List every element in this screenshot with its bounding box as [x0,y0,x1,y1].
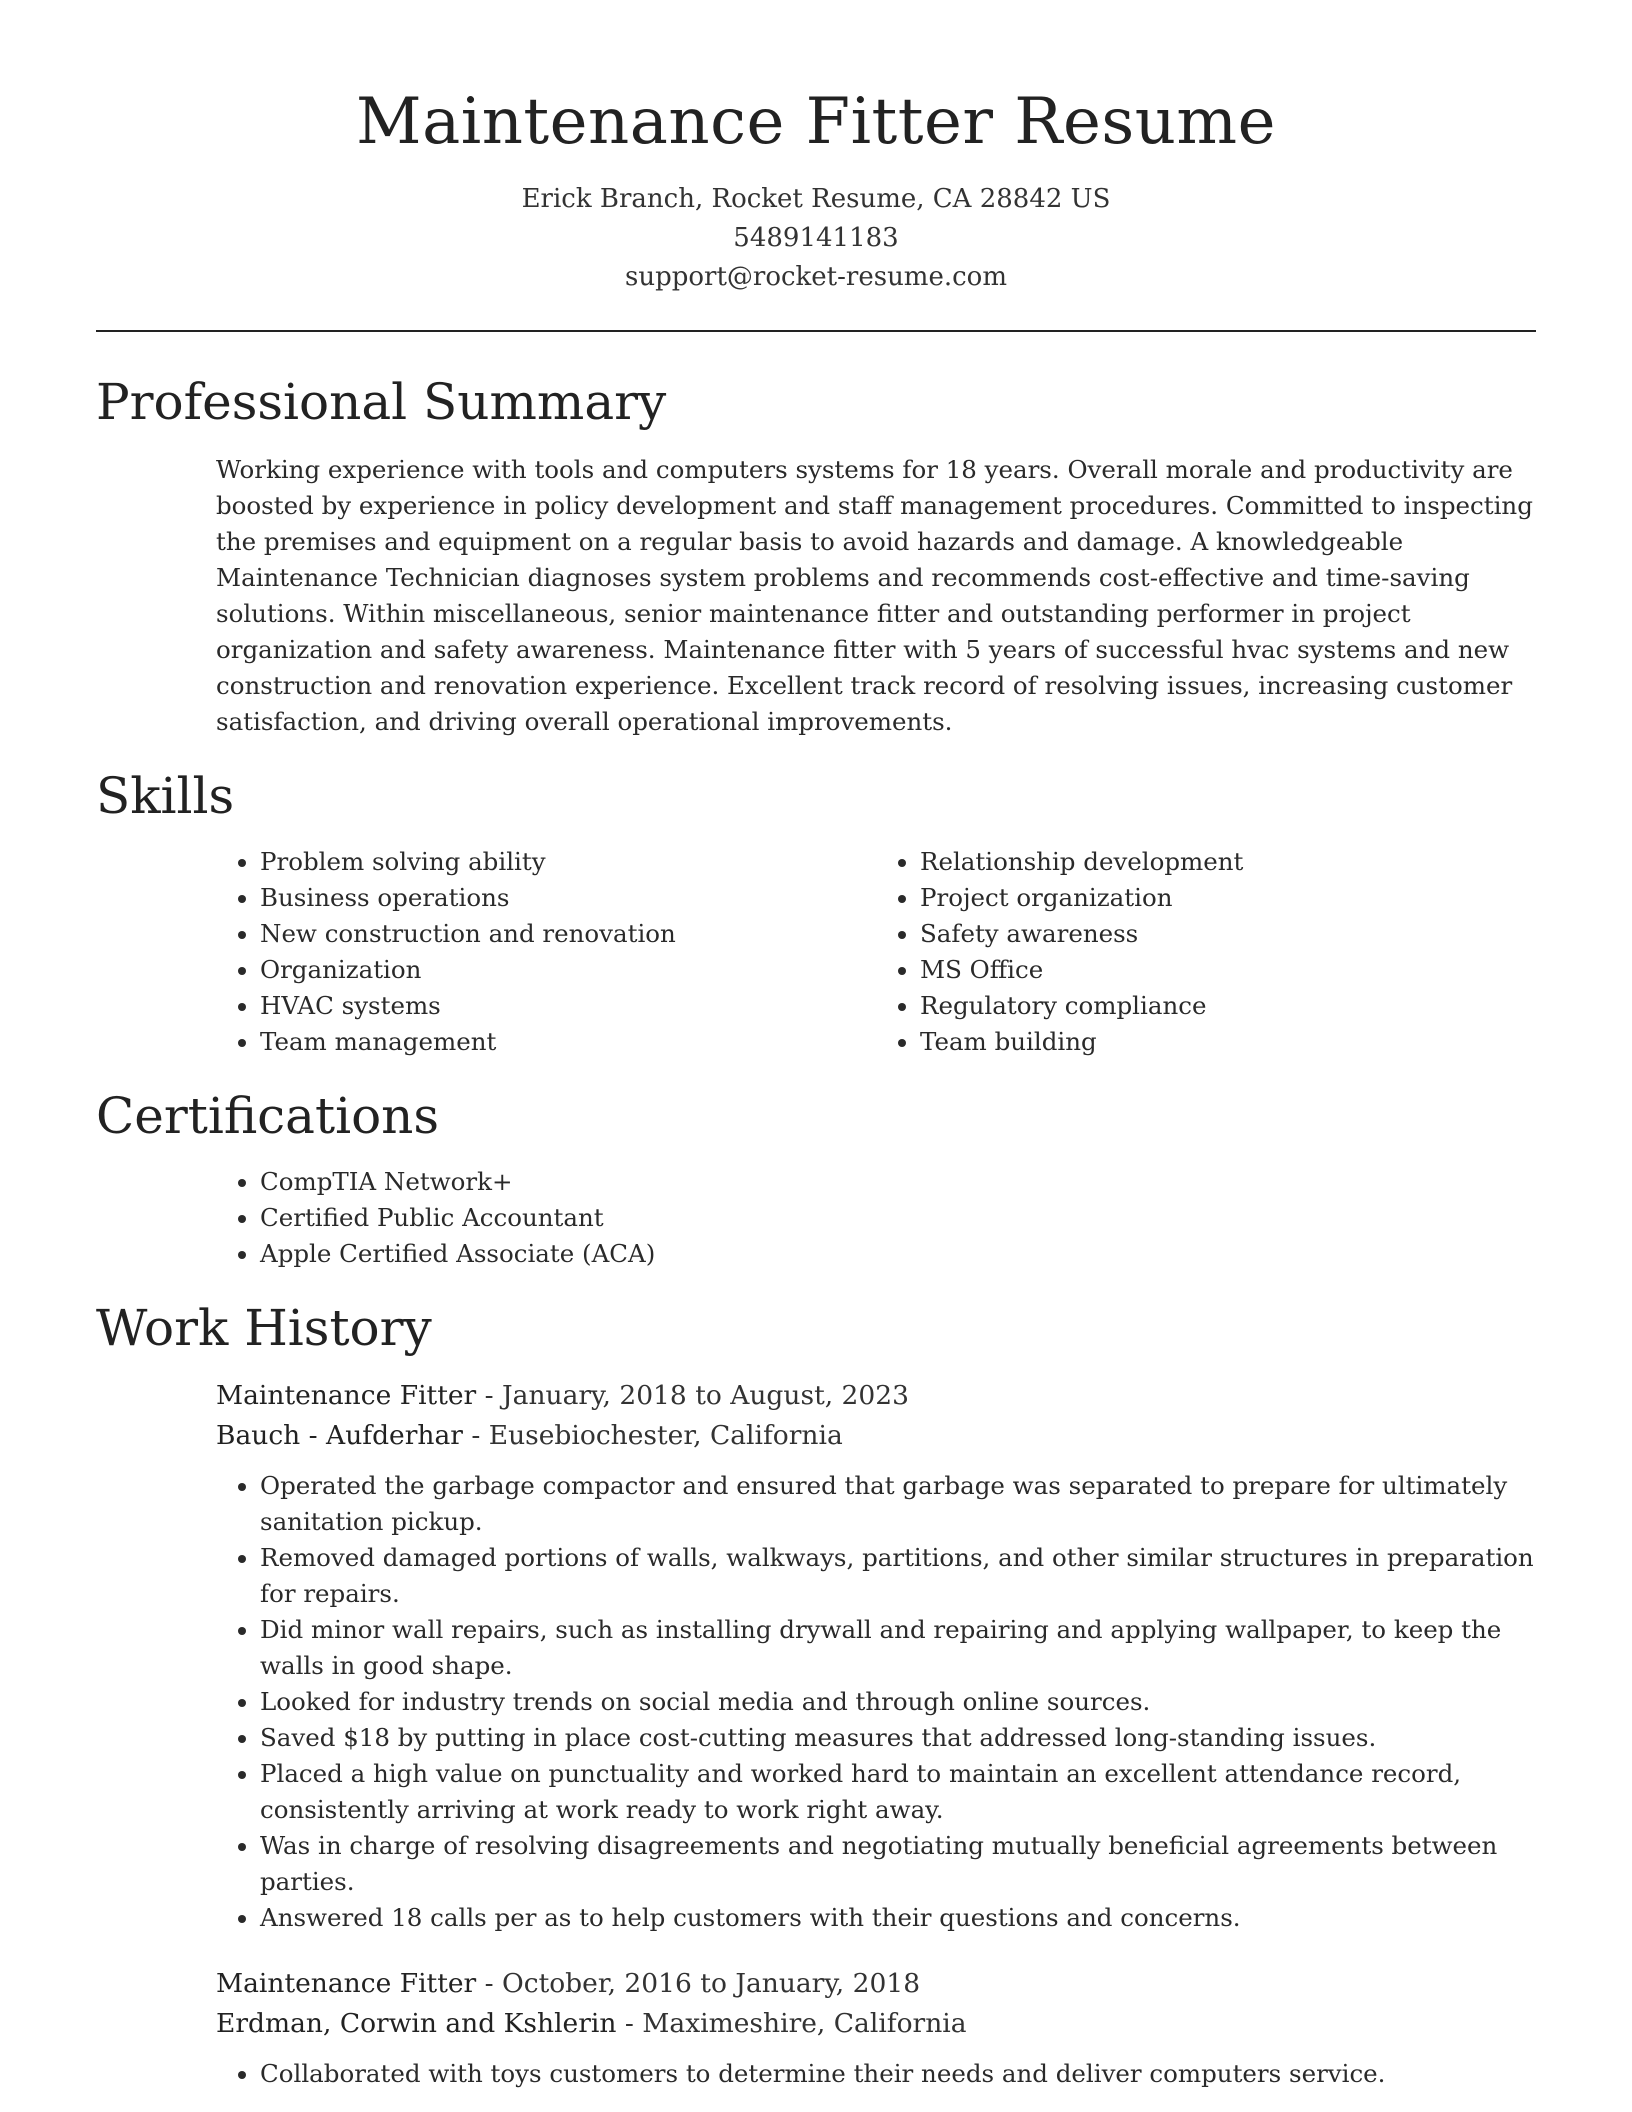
skill-item: • Team management [260,1024,876,1060]
skill-item: • Regulatory compliance [920,988,1536,1024]
contact-address: Erick Branch, Rocket Resume, CA 28842 US [521,183,1111,214]
job-bullet: • Collaborated with toys customers to determine their needs and deliver computers service. [260,2056,1536,2092]
skill-item: • Organization [260,952,876,988]
job-title: Maintenance Fitter [216,1967,477,1999]
job-title-line: Maintenance Fitter - October, 2016 to January, 2018 [216,1967,921,1999]
job-dates: October, 2016 to January, 2018 [502,1967,921,1999]
job-company: Erdman, Corwin and Kshlerin [216,2007,617,2039]
skills-section [96,766,1536,1060]
skill-item: • Safety awareness [920,916,1536,952]
job-bullet: • Placed a high value on punctuality and worked hard to maintain an excellent attendance record, consistently arriving at work ready to work right away. [260,1756,1536,1828]
job-title: Maintenance Fitter [216,1379,477,1411]
job-entry [216,1964,1536,2092]
skill-item: • Problem solving ability [260,844,876,880]
summary-text: Working experience with tools and computers systems for 18 years. Overall morale and productivity are boosted by experience in policy development and staff management procedures. Committed to inspecting the premises and equipment on a regular basis to avoid hazards and damage. A knowledgeable Maintenance Technician diagnoses system problems and recommends cost-effective and time-saving solutions. Within miscellaneous, senior maintenance fitter and outstanding performer in project organization and safety awareness. Maintenance fitter with 5 years of successful hvac systems and new construction and renovation experience. Excellent track record of resolving issues, increasing customer satisfaction, and driving overall operational improvements. [216,454,1533,736]
section-heading-work-history: Work History [96,1298,432,1357]
skill-item: • Project organization [920,880,1536,916]
job-title-line: Maintenance Fitter - January, 2018 to August, 2023 [216,1379,910,1411]
job-bullet: • Saved $18 by putting in place cost-cutting measures that addressed long-standing issues. [260,1720,1536,1756]
job-company-line: Bauch - Aufderhar - Eusebiochester, California [216,1419,843,1451]
skill-item: • Team building [920,1024,1536,1060]
job-dates: January, 2018 to August, 2023 [502,1379,910,1411]
skills-list-left [216,844,876,1060]
certifications-list [216,1164,1536,1272]
job-bullets [216,1468,1536,1936]
certification-item: • CompTIA Network+ [260,1164,1536,1200]
job-bullet: • Answered 18 calls per as to help customers with their questions and concerns. [260,1900,1536,1936]
job-bullet: • Removed damaged portions of walls, walkways, partitions, and other similar structures in preparation for repairs. [260,1540,1536,1612]
certification-item: • Apple Certified Associate (ACA) [260,1236,1536,1272]
job-bullets [216,2056,1536,2092]
job-entry [216,1376,1536,1936]
contact-block [96,180,1536,297]
job-bullet: • Did minor wall repairs, such as installing drywall and repairing and applying wallpaper, to keep the walls in good shape. [260,1612,1536,1684]
skill-item: • Relationship development [920,844,1536,880]
header-divider [96,330,1536,332]
skill-item: • Business operations [260,880,876,916]
job-bullet: • Operated the garbage compactor and ensured that garbage was separated to prepare for ultimately sanitation pickup. [260,1468,1536,1540]
certifications-section [96,1086,1536,1272]
job-bullet: • Looked for industry trends on social media and through online sources. [260,1684,1536,1720]
section-heading-skills: Skills [96,766,235,825]
skill-item: • HVAC systems [260,988,876,1024]
skill-item: • New construction and renovation [260,916,876,952]
job-bullet: • Was in charge of resolving disagreements and negotiating mutually beneficial agreements between parties. [260,1828,1536,1900]
section-heading-certifications: Certifications [96,1086,440,1145]
job-company: Bauch - Aufderhar [216,1419,463,1451]
work-history-section [96,1298,1536,2092]
contact-email: support@rocket-resume.com [624,261,1007,292]
job-location: Maximeshire, California [642,2007,967,2039]
certification-item: • Certified Public Accountant [260,1200,1536,1236]
professional-summary-section [96,372,1536,740]
job-company-line: Erdman, Corwin and Kshlerin - Maximeshire, California [216,2007,967,2039]
job-location: Eusebiochester, California [488,1419,843,1451]
contact-phone: 5489141183 [733,222,899,253]
skills-columns [216,844,1536,1060]
section-heading-summary: Professional Summary [96,372,667,431]
skills-list-right [876,844,1536,1060]
skill-item: • MS Office [920,952,1536,988]
resume-title: Maintenance Fitter Resume [356,85,1276,159]
resume-header [96,0,1536,297]
